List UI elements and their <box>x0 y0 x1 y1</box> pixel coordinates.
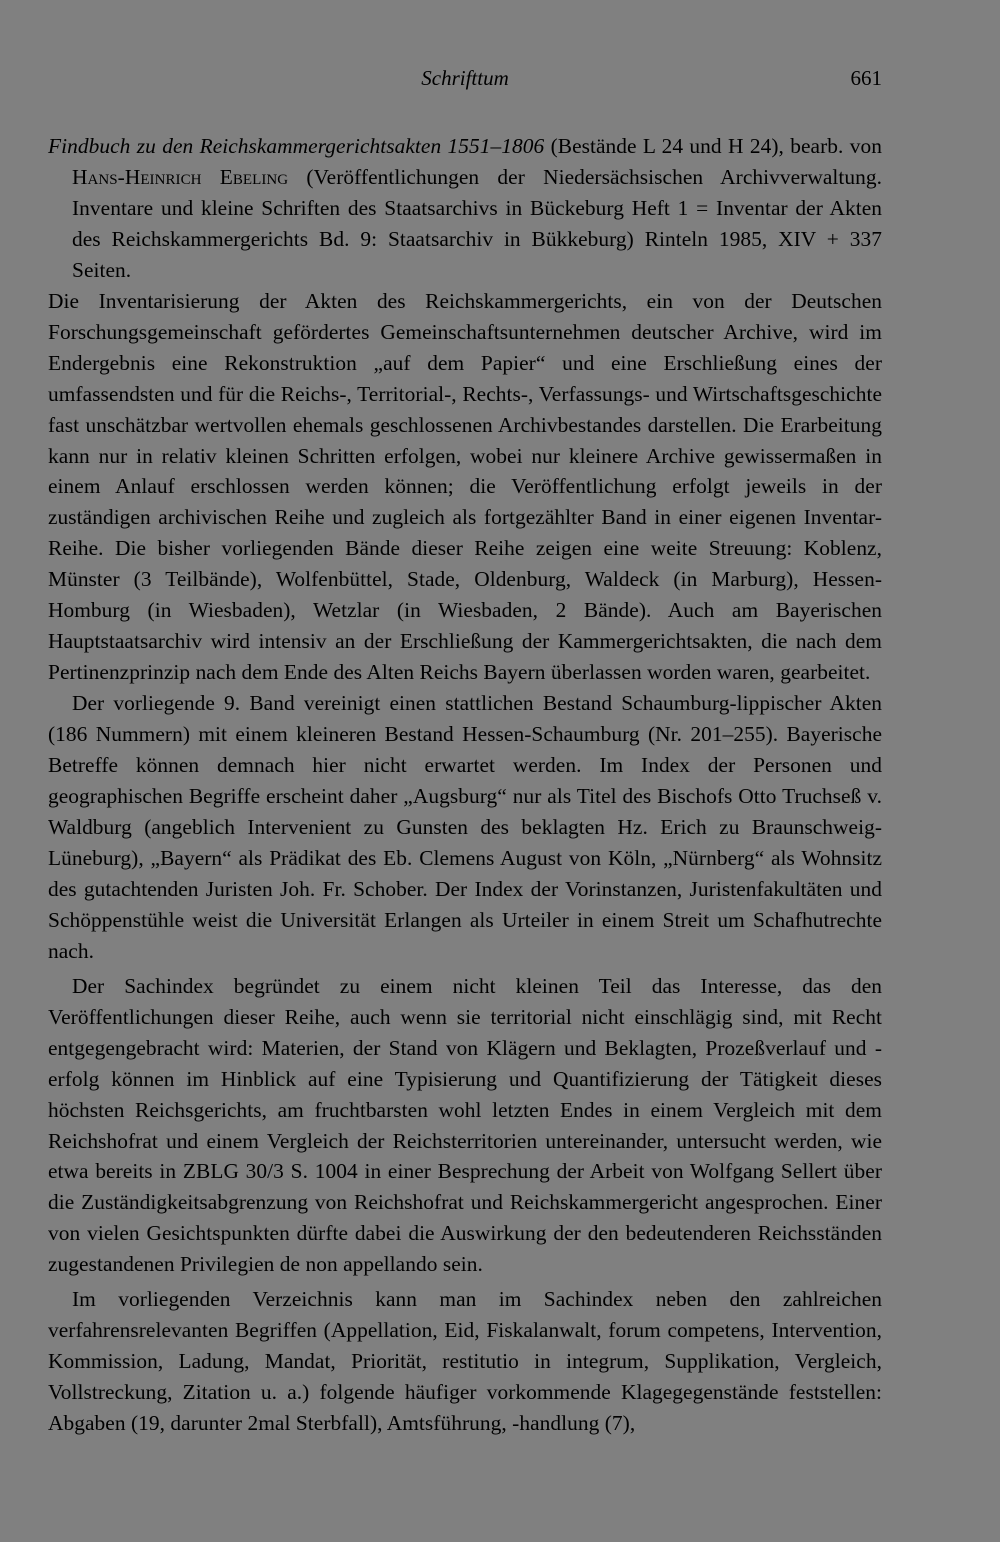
paragraph-2: Der vorliegende 9. Band vereinigt einen stattlichen Bestand Schaumburg-lippischer Akten (186 Nummern) mit einem kleineren Bestand Hessen-Schaumburg (Nr. 201–255). Bayerische Betreffe können demnach hier nicht erwartet werden. Im Index der Personen und geographischen Begriffe erscheint daher „Augsburg“ nur als Titel des Bischofs Otto Truchseß v. Waldburg (angeblich Intervenient zu Gunsten des beklagten Hz. Erich zu Braunschweig-Lüneburg), „Bayern“ als Prädikat des Eb. Clemens August von Köln, „Nürnberg“ als Wohnsitz des gutachtenden Juristen Joh. Fr. Schober. Der Index der Vorinstanzen, Juristenfakultäten und Schöppenstühle weist die Universität Erlangen als Urteiler in einem Streit um Schafhutrechte nach. <box>48 691 882 963</box>
bibliography-series: (Veröffentlichungen der Niedersächsischen Archivverwaltung. Inventare und kleine Schriften des Staatsarchivs in Bückeburg Heft 1 = Inventar der Akten des Reichskammergerichts Bd. 9: Staatsarchiv in Bükkeburg) Rinteln 1985, XIV + 337 Seiten. <box>72 164 882 282</box>
book-title: Findbuch zu den Reichskammergerichtsakten 1551–1806 <box>48 134 545 158</box>
page-header <box>48 66 882 96</box>
editor-name: Hans-Heinrich Ebeling <box>72 164 289 189</box>
paragraph-3: Der Sachindex begründet zu einem nicht kleinen Teil das Interesse, das den Veröffentlichungen dieser Reihe, auch wenn sie territorial nicht einschlägig sind, mit Recht entgegengebracht wird: Materien, der Stand von Klägern und Beklagten, Prozeßverlauf und -erfolg können im Hinblick auf eine Typisierung und Quantifizierung der Tätigkeit dieses höchsten Reichsgerichts, am fruchtbarsten wohl letzten Endes in einem Vergleich mit dem Reichshofrat und einem Vergleich der Reichsterritorien untereinander, untersucht werden, wie etwa bereits in ZBLG 30/3 S. 1004 in einer Besprechung der Arbeit von Wolfgang Sellert über die Zuständigkeitsabgrenzung von Reichshofrat und Reichskammergericht angesprochen. Einer von vielen Gesichtspunkten dürfte dabei die Auswirkung der den bedeutenderen Reichsständen zugestandenen Privilegien de non appellando sein. <box>48 973 882 1277</box>
paragraph-1: Die Inventarisierung der Akten des Reichskammergerichts, ein von der Deutschen Forschungsgemeinschaft gefördertes Gemeinschaftsunternehmen deutscher Archive, wird im Endergebnis eine Rekonstruktion „auf dem Papier“ und eine Erschließung eines der umfassendsten und für die Reichs-, Territorial-, Rechts-, Verfassungs- und Wirtschaftsgeschichte fast unschätzbar wertvollen ehemals geschlossenen Archivbestandes darstellen. Die Erarbeitung kann nur in relativ kleinen Schritten erfolgen, wobei nur kleinere Archive gewissermaßen in einem Anlauf erschlossen werden können; die Veröffentlichung erfolgt jeweils in der zuständigen archivischen Reihe und zugleich als fortgezählter Band in einer eigenen Inventar-Reihe. Die bisher vorliegenden Bände dieser Reihe zeigen eine weite Streuung: Koblenz, Münster (3 Teilbände), Wolfenbüttel, Stade, Oldenburg, Waldeck (in Marburg), Hessen-Homburg (in Wiesbaden), Wetzlar (in Wiesbaden, 2 Bände). Auch am Bayerischen Hauptstaatsarchiv wird intensiv an der Erschließung der Kammergerichtsakten, die nach dem Pertinenzprinzip nach dem Ende des Alten Reichs Bayern überlassen worden waren, gearbeitet. <box>48 288 882 685</box>
body-text <box>48 131 882 1439</box>
bibliography-details: (Bestände L 24 und H 24), bearb. von <box>544 134 882 158</box>
paragraph-4: Im vorliegenden Verzeichnis kann man im Sachindex neben den zahlreichen verfahrensrelevanten Begriffen (Appellation, Eid, Fiskalanwalt, forum competens, Intervention, Kommission, Ladung, Mandat, Priorität, restitutio in integrum, Supplikation, Vergleich, Vollstreckung, Zitation u. a.) folgende häufiger vorkommende Klagegegenstände feststellen: Abgaben (19, darunter 2mal Sterbfall), Amtsführung, -handlung (7), <box>48 1287 882 1436</box>
bibliography-entry <box>48 131 882 286</box>
running-title: Schrifttum <box>421 66 509 90</box>
page-number: 661 <box>850 66 882 90</box>
